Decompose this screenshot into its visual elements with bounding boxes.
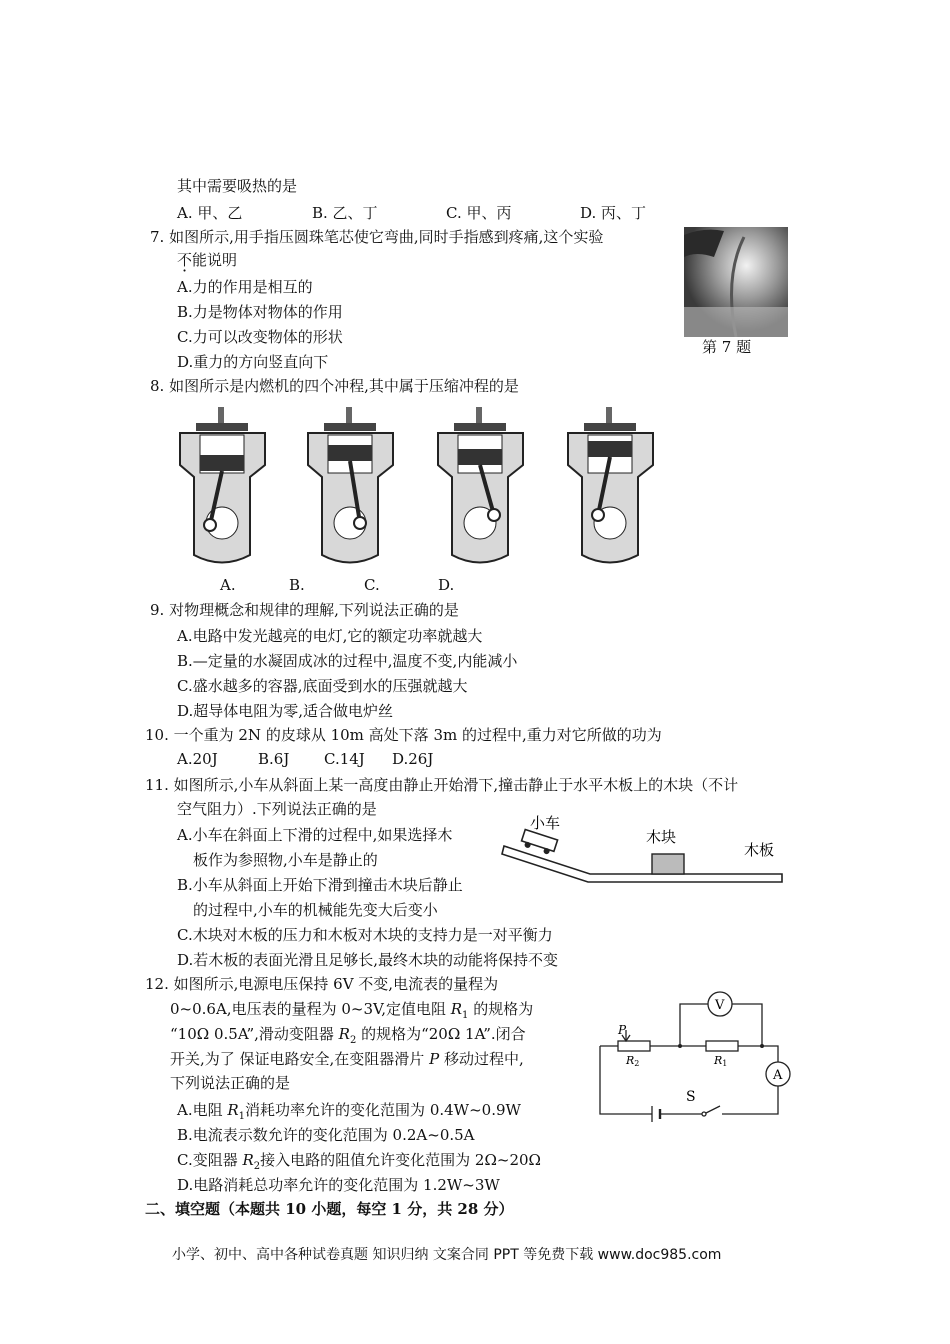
fig-label-cart: 小车 (530, 814, 561, 832)
cart-icon (520, 829, 558, 856)
engine-a-icon (180, 407, 265, 563)
q8-label-d: D. (438, 576, 455, 594)
q7-figure-caption: 第 7 题 (702, 338, 752, 356)
ammeter-label: A (773, 1068, 783, 1083)
q8-engine-figure (170, 405, 670, 565)
q12-circuit-figure (596, 988, 796, 1128)
engine-d-icon (568, 407, 653, 563)
r1-label-subscript: 1 (722, 1059, 728, 1068)
q12-option-a-subscript: 1 (238, 1111, 246, 1122)
q8-label-c: C. (364, 576, 380, 594)
q8-label-b: B. (289, 576, 305, 594)
q12-option-c (177, 1149, 541, 1172)
q12-option-c-part-a: C.变阻器 (177, 1151, 243, 1169)
q9-option-a: A.电路中发光越亮的电灯,它的额定功率就越大 (177, 627, 483, 645)
q10-option-a: A.20J (177, 750, 218, 768)
q10-option-d: D.26J (392, 750, 434, 768)
q6-option-a: A. 甲、乙 (177, 204, 243, 222)
q9-option-c: C.盛水越多的容器,底面受到水的压强就越大 (177, 677, 468, 695)
footer-text: 小学、初中、高中各种试卷真题 知识归纳 文案合同 PPT 等免费下载 www.doc985.com (172, 1247, 722, 1263)
block-icon (652, 854, 684, 874)
q12-stem-line5: 下列说法正确的是 (170, 1074, 291, 1092)
q8-label-a: A. (220, 576, 236, 594)
q12-r1-symbol: R (450, 1000, 463, 1018)
q12-option-a-r-symbol: R (227, 1101, 239, 1119)
q10-stem: 10. 一个重为 2N 的皮球从 10m 高处下落 3m 的过程中,重力对它所做的功为 (145, 726, 662, 744)
q7-stem-line1: 7. 如图所示,用手指压圆珠笔芯使它弯曲,同时手指感到疼痛,这个实验 (150, 228, 604, 246)
q11-option-a-line2: 板作为参照物,小车是静止的 (193, 851, 378, 869)
q12-option-c-r-symbol: R (242, 1151, 254, 1169)
q12-option-c-part-b: 接入电路的阻值允许变化范围为 2Ω~20Ω (260, 1151, 541, 1169)
q11-option-d: D.若木板的表面光滑且足够长,最终木块的动能将保持不变 (177, 951, 559, 969)
engine-c-icon (438, 407, 523, 563)
q12-stem-line3 (170, 1024, 526, 1051)
q7-emphasis: 不能 (177, 251, 208, 269)
q12-option-a (177, 1099, 521, 1122)
q12-stem-line2 (170, 999, 533, 1026)
q12-p-symbol: P (429, 1050, 440, 1068)
q7-option-b: B.力是物体对物体的作用 (177, 303, 343, 321)
q9-stem: 9. 对物理概念和规律的理解,下列说法正确的是 (150, 601, 459, 619)
q9-option-d: D.超导体电阻为零,适合做电炉丝 (177, 702, 394, 720)
q11-incline-figure (500, 810, 790, 890)
q7-photo-figure (684, 227, 788, 337)
q12-option-a-part-a: A.电阻 (177, 1101, 228, 1119)
section-2-heading: 二、填空题（本题共 10 小题，每空 1 分，共 28 分） (145, 1200, 514, 1218)
q12-stem-line1: 12. 如图所示,电源电压保持 6V 不变,电流表的量程为 (145, 975, 499, 993)
q12-line3-part-b: 的规格为“20Ω 1A”.闭合 (356, 1025, 526, 1043)
q12-line3-part-a: “10Ω 0.5A”,滑动变阻器 (170, 1025, 339, 1043)
q12-r2-symbol: R (338, 1025, 350, 1043)
r2-label-subscript: 2 (634, 1059, 640, 1068)
q12-line4-part-a: 开关,为了 保证电路安全,在变阻器滑片 (170, 1050, 430, 1068)
voltmeter-label: V (715, 998, 725, 1013)
q7-option-c: C.力可以改变物体的形状 (177, 328, 343, 346)
slider-label: P (618, 1023, 627, 1037)
switch-label: S (686, 1089, 696, 1105)
q12-option-d: D.电路消耗总功率允许的变化范围为 1.2W~3W (177, 1176, 500, 1194)
q10-option-c: C.14J (324, 750, 365, 768)
fig-label-board: 木板 (744, 841, 775, 859)
r1-label-symbol: R (714, 1054, 723, 1067)
q6-option-d: D. 丙、丁 (580, 204, 647, 222)
q12-line2-part-b: 的规格为 (468, 1000, 534, 1018)
q6-option-b: B. 乙、丁 (312, 204, 378, 222)
q7-stem-line2 (177, 250, 237, 270)
q7-stem-rest: 说明 (207, 251, 238, 269)
q11-stem-line2: 空气阻力）.下列说法正确的是 (177, 800, 377, 818)
fig-label-block: 木块 (646, 828, 677, 846)
q7-option-d: D.重力的方向竖直向下 (177, 353, 329, 371)
q10-option-b: B.6J (258, 750, 290, 768)
q9-option-b: B.—定量的水凝固成冰的过程中,温度不变,内能减小 (177, 652, 518, 670)
q11-option-b-line2: 的过程中,小车的机械能先变大后变小 (193, 901, 438, 919)
q12-r1-subscript: 1 (462, 1010, 469, 1021)
q7-option-a: A.力的作用是相互的 (177, 278, 313, 296)
q12-stem-line4 (170, 1049, 524, 1069)
q11-option-c: C.木块对木板的压力和木板对木块的支持力是一对平衡力 (177, 926, 553, 944)
engine-b-icon (308, 407, 393, 563)
r2-label (625, 1054, 639, 1068)
q12-line4-part-b: 移动过程中, (439, 1050, 524, 1068)
q6-option-c: C. 甲、丙 (446, 204, 512, 222)
r2-label-symbol: R (626, 1054, 635, 1067)
q11-option-a-line1: A.小车在斜面上下滑的过程中,如果选择木 (177, 826, 453, 844)
r1-label (713, 1054, 727, 1068)
q12-option-c-subscript: 2 (253, 1161, 261, 1172)
q6-stem: 其中需要吸热的是 (177, 177, 298, 195)
q12-line2-part-a: 0~0.6A,电压表的量程为 0~3V,定值电阻 (170, 1000, 451, 1018)
q11-option-b-line1: B.小车从斜面上开始下滑到撞击木块后静止 (177, 876, 463, 894)
q12-option-a-part-b: 消耗功率允许的变化范围为 0.4W~0.9W (245, 1101, 521, 1119)
q12-r2-subscript: 2 (349, 1035, 357, 1046)
q11-stem-line1: 11. 如图所示,小车从斜面上某一高度由静止开始滑下,撞击静止于水平木板上的木块（不计 (145, 776, 739, 794)
q12-option-b: B.电流表示数允许的变化范围为 0.2A~0.5A (177, 1126, 475, 1144)
q8-stem: 8. 如图所示是内燃机的四个冲程,其中属于压缩冲程的是 (150, 377, 519, 395)
